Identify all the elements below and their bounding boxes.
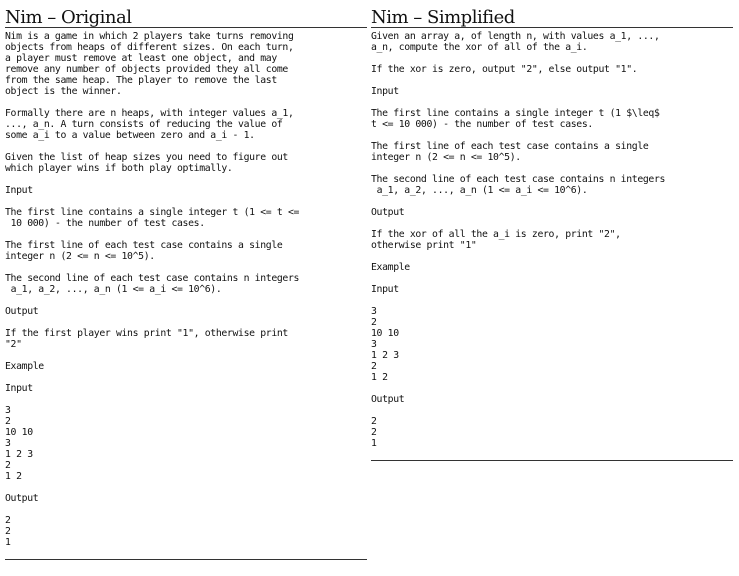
simplified-title: Nim – Simplified <box>371 0 733 28</box>
simplified-paragraph: Input <box>371 86 399 97</box>
original-paragraph: Nim is a game in which 2 players take turns removing objects from heaps of different sizes. On each turn, a player must remove at least one object, and may remove any number of objects provided they all come from the same heap. The player to remove the last object is the winner. <box>5 31 294 97</box>
original-column <box>5 0 367 560</box>
simplified-paragraph: Given an array a, of length n, with values a_1, ..., a_n, compute the xor of all of the a_i. <box>371 31 660 53</box>
original-paragraph: Example <box>5 361 44 372</box>
original-paragraph: 3 2 10 10 3 1 2 3 2 1 2 <box>5 405 33 482</box>
simplified-paragraph: The second line of each test case contains n integers a_1, a_2, ..., a_n (1 <= a_i <= 10^6). <box>371 174 666 196</box>
simplified-paragraph: The first line contains a single integer t (1 $\leq$ t <= 10 000) - the number of test cases. <box>371 108 660 130</box>
simplified-body <box>371 31 733 449</box>
original-paragraph: The first line of each test case contains a single integer n (2 <= n <= 10^5). <box>5 240 283 262</box>
original-paragraph: If the first player wins print "1", otherwise print "2" <box>5 328 288 350</box>
original-paragraph: Given the list of heap sizes you need to figure out which player wins if both play optimally. <box>5 152 288 174</box>
simplified-paragraph: If the xor is zero, output "2", else output "1". <box>371 64 638 75</box>
simplified-paragraph: 2 2 1 <box>371 416 377 449</box>
simplified-paragraph: If the xor of all the a_i is zero, print "2", otherwise print "1" <box>371 229 621 251</box>
original-paragraph: Input <box>5 185 33 196</box>
original-title: Nim – Original <box>5 0 367 28</box>
simplified-paragraph: Example <box>371 262 410 273</box>
original-body <box>5 31 367 548</box>
original-paragraph: The second line of each test case contains n integers a_1, a_2, ..., a_n (1 <= a_i <= 10^6). <box>5 273 300 295</box>
simplified-column <box>371 0 733 461</box>
simplified-bottom-rule <box>371 460 733 461</box>
original-paragraph: The first line contains a single integer t (1 <= t <= 10 000) - the number of test cases. <box>5 207 300 229</box>
original-paragraph: Input <box>5 383 33 394</box>
original-paragraph: Output <box>5 306 39 317</box>
original-paragraph: Formally there are n heaps, with integer values a_1, ..., a_n. A turn consists of reducing the value of some a_i to a value between zero and a_i - 1. <box>5 108 294 141</box>
original-paragraph: 2 2 1 <box>5 515 11 548</box>
simplified-paragraph: The first line of each test case contains a single integer n (2 <= n <= 10^5). <box>371 141 649 163</box>
simplified-paragraph: Output <box>371 394 405 405</box>
simplified-paragraph: Input <box>371 284 399 295</box>
simplified-paragraph: Output <box>371 207 405 218</box>
original-paragraph: Output <box>5 493 39 504</box>
simplified-paragraph: 3 2 10 10 3 1 2 3 2 1 2 <box>371 306 399 383</box>
original-bottom-rule <box>5 559 367 560</box>
